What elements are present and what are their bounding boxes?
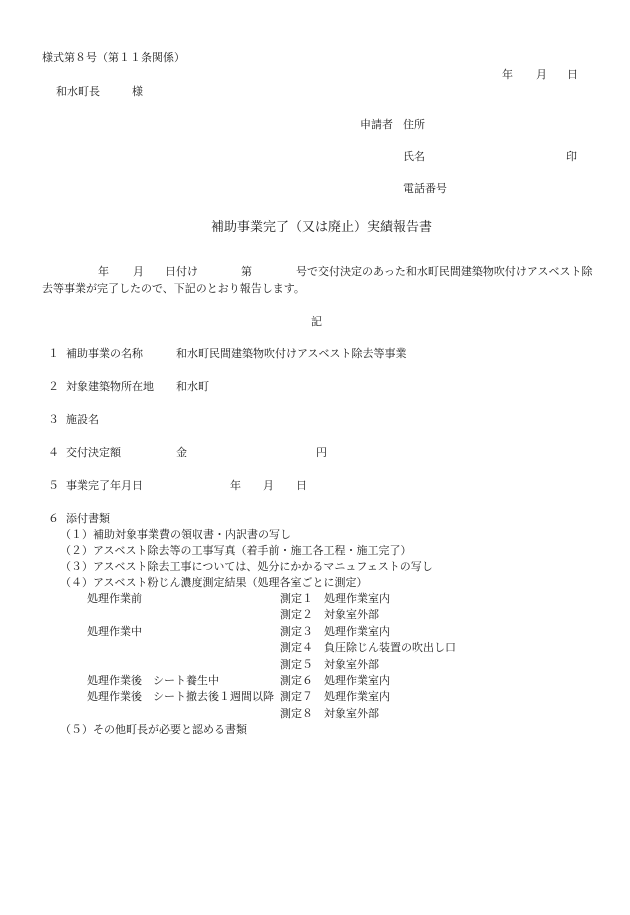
addressee: 和水町長: [56, 85, 100, 98]
item-5-num: ５: [48, 479, 59, 492]
applicant-label: 申請者: [360, 118, 393, 131]
ki-marker: 記: [311, 315, 322, 328]
item-4-num: ４: [48, 446, 59, 459]
measurement-1: 測定１ 処理作業室内: [280, 592, 390, 605]
item-6-num: ６: [48, 512, 59, 525]
form-number: 様式第８号（第１１条関係）: [42, 51, 185, 64]
measurement-2: 測定２ 対象室外部: [280, 608, 379, 621]
item-4-label: 交付決定額: [66, 446, 121, 459]
item-5-day: 日: [296, 479, 307, 492]
measurement-3: 測定３ 処理作業室内: [280, 625, 390, 638]
attachment-2: （２）アスベスト除去等の工事写真（着手前・施工各工程・施工完了）: [60, 544, 412, 557]
intro-dated: 日付け: [165, 265, 198, 278]
item-1-num: １: [48, 347, 59, 360]
attachment-4: （４）アスベスト粉じん濃度測定結果（処理各室ごとに測定）: [60, 576, 368, 589]
attachment-1: （１）補助対象事業費の領収書・内訳書の写し: [60, 528, 291, 541]
item-3-num: ３: [48, 413, 59, 426]
intro-line2: 去等事業が完了したので、下記のとおり報告します。: [42, 282, 305, 295]
item-5-month: 月: [263, 479, 274, 492]
item-4-currency: 金: [176, 446, 187, 459]
date-year: 年: [502, 68, 513, 81]
date-month: 月: [536, 68, 547, 81]
phone-label: 電話番号: [403, 182, 447, 195]
intro-number-prefix: 第: [241, 265, 252, 278]
seal-mark: 印: [566, 150, 577, 163]
measurement-8: 測定８ 対象室外部: [280, 707, 379, 720]
intro-month: 月: [133, 265, 144, 278]
item-2-label: 対象建築物所在地: [66, 380, 154, 393]
item-2-num: ２: [48, 380, 59, 393]
phase-during: 処理作業中: [87, 625, 142, 638]
item-1-label: 補助事業の名称: [66, 347, 143, 360]
phase-after-curing: 処理作業後 シート養生中: [87, 674, 219, 687]
measurement-5: 測定５ 対象室外部: [280, 658, 379, 671]
phase-before: 処理作業前: [87, 592, 142, 605]
item-5-year: 年: [230, 479, 241, 492]
item-3-label: 施設名: [66, 413, 99, 426]
item-2-value: 和水町: [176, 380, 209, 393]
date-day: 日: [567, 68, 578, 81]
addressee-honorific: 様: [132, 85, 143, 98]
measurement-4: 測定４ 負圧除じん装置の吹出し口: [280, 641, 456, 654]
name-label: 氏名: [403, 150, 425, 163]
attachment-3: （３）アスベスト除去工事については、処分にかかるマニュフェストの写し: [60, 560, 433, 573]
attachment-5: （５）その他町長が必要と認める書類: [60, 723, 247, 736]
address-label: 住所: [403, 118, 425, 131]
item-1-value: 和水町民間建築物吹付けアスベスト除去等事業: [176, 347, 407, 360]
measurement-6: 測定６ 処理作業室内: [280, 674, 390, 687]
document-title: 補助事業完了（又は廃止）実績報告書: [211, 220, 433, 235]
item-5-label: 事業完了年月日: [66, 479, 143, 492]
item-4-unit: 円: [316, 446, 327, 459]
item-6-label: 添付書類: [66, 512, 110, 525]
measurement-7: 測定７ 処理作業室内: [280, 690, 390, 703]
intro-line1-rest: 号で交付決定のあった和水町民間建築物吹付けアスベスト除: [296, 265, 593, 278]
phase-after-removal: 処理作業後 シート撤去後１週間以降: [87, 690, 274, 703]
intro-year: 年: [98, 265, 109, 278]
